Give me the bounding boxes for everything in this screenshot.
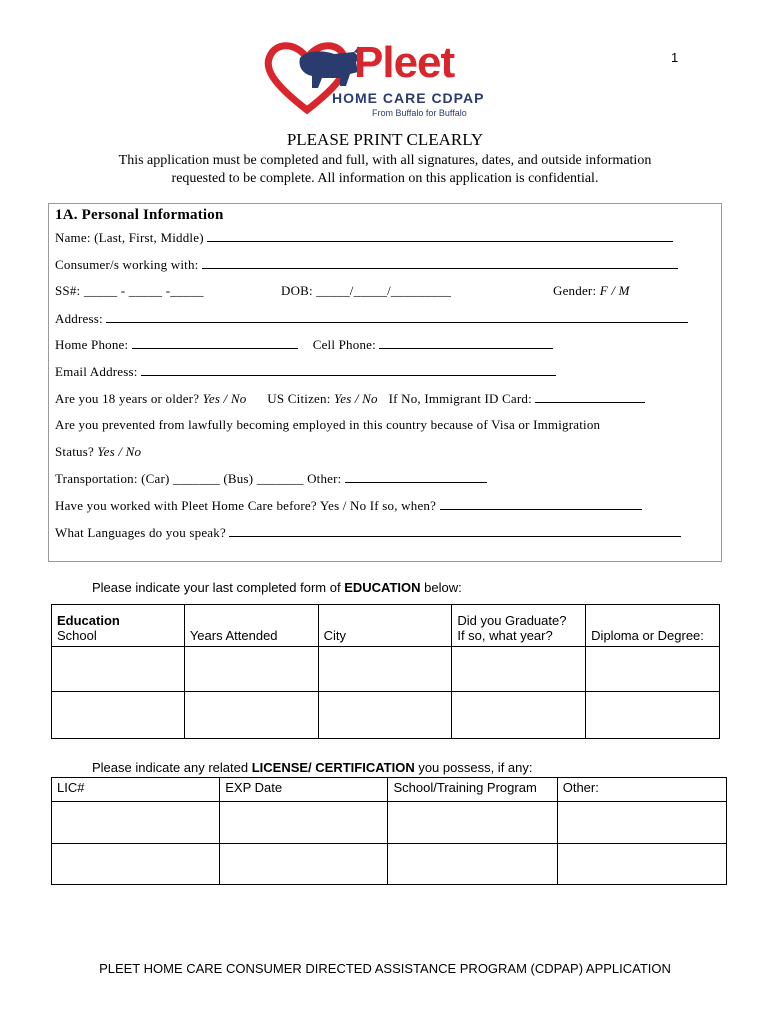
address-row bbox=[55, 310, 688, 327]
education-col-years: Years Attended bbox=[184, 605, 318, 647]
intro-line-2: requested to be complete. All information on this application is confidential. bbox=[171, 171, 599, 186]
education-col-diploma: Diploma or Degree: bbox=[586, 605, 720, 647]
education-header-row bbox=[52, 605, 720, 647]
page-title: PLEASE PRINT CLEARLY bbox=[286, 130, 484, 149]
address-field[interactable] bbox=[106, 310, 688, 323]
dob-field[interactable]: DOB: _____/_____/_________ bbox=[281, 283, 452, 298]
table-cell[interactable] bbox=[220, 844, 388, 885]
name-label: Name: (Last, First, Middle) bbox=[55, 230, 204, 245]
age-citizen-row bbox=[55, 390, 645, 407]
education-intro-prefix: Please indicate your last completed form of bbox=[92, 580, 345, 595]
page-number: 1 bbox=[671, 50, 679, 65]
address-label: Address: bbox=[55, 311, 103, 326]
table-cell[interactable] bbox=[557, 844, 726, 885]
table-cell[interactable] bbox=[318, 692, 452, 739]
table-cell[interactable] bbox=[52, 692, 185, 739]
gender-row bbox=[553, 283, 630, 299]
cell-phone-field[interactable] bbox=[379, 336, 553, 349]
table-cell[interactable] bbox=[388, 802, 557, 844]
consumer-field[interactable] bbox=[202, 256, 678, 269]
transport-car[interactable]: Transportation: (Car) _______ bbox=[55, 471, 220, 486]
status-row bbox=[55, 444, 141, 460]
transportation-row bbox=[55, 470, 487, 487]
table-row bbox=[52, 692, 720, 739]
license-table bbox=[51, 777, 727, 885]
worked-before-row bbox=[55, 497, 642, 514]
consumer-label: Consumer/s working with: bbox=[55, 257, 199, 272]
worked-before-field[interactable] bbox=[440, 497, 642, 510]
personal-information-box bbox=[48, 203, 722, 562]
table-cell[interactable] bbox=[52, 802, 220, 844]
education-intro-bold: EDUCATION bbox=[344, 580, 421, 595]
cell-phone-label: Cell Phone: bbox=[312, 337, 376, 352]
table-cell[interactable] bbox=[52, 647, 185, 692]
license-col-school: School/Training Program bbox=[388, 778, 557, 802]
table-cell[interactable] bbox=[586, 692, 720, 739]
table-cell[interactable] bbox=[452, 647, 586, 692]
license-intro-bold: LICENSE/ CERTIFICATION bbox=[251, 760, 415, 775]
home-phone-label: Home Phone: bbox=[55, 337, 129, 352]
name-field[interactable] bbox=[207, 229, 673, 242]
table-cell[interactable] bbox=[220, 802, 388, 844]
page-footer: PLEET HOME CARE CONSUMER DIRECTED ASSISTANCE PROGRAM (CDPAP) APPLICATION bbox=[99, 961, 671, 976]
table-cell[interactable] bbox=[184, 647, 318, 692]
table-row bbox=[52, 844, 727, 885]
table-cell[interactable] bbox=[52, 844, 220, 885]
table-cell[interactable] bbox=[318, 647, 452, 692]
license-intro-suffix: you possess, if any: bbox=[414, 760, 533, 775]
home-phone-field[interactable] bbox=[132, 336, 298, 349]
age-options[interactable]: Yes / No bbox=[202, 391, 247, 406]
education-table bbox=[51, 604, 720, 739]
table-cell[interactable] bbox=[557, 802, 726, 844]
section-title: 1A. Personal Information bbox=[55, 207, 224, 223]
citizen-label: US Citizen: bbox=[267, 391, 331, 406]
table-cell[interactable] bbox=[388, 844, 557, 885]
status-options[interactable]: Yes / No bbox=[97, 444, 142, 459]
license-header-row bbox=[52, 778, 727, 802]
age-question: Are you 18 years or older? bbox=[55, 391, 200, 406]
education-header-bold: Education bbox=[57, 613, 120, 628]
email-label: Email Address: bbox=[55, 364, 138, 379]
table-cell[interactable] bbox=[586, 647, 720, 692]
license-intro-prefix: Please indicate any related bbox=[92, 760, 252, 775]
education-col-graduate-line1: Did you Graduate? bbox=[457, 613, 567, 628]
education-col-graduate-line2: If so, what year? bbox=[457, 628, 553, 643]
license-col-other: Other: bbox=[557, 778, 726, 802]
languages-field[interactable] bbox=[229, 524, 681, 537]
transport-other-label: Other: bbox=[307, 471, 342, 486]
logo-wordmark: Pleet bbox=[354, 38, 455, 87]
worked-before-question: Have you worked with Pleet Home Care before? Yes / No If so, when? bbox=[55, 498, 437, 513]
education-col-school bbox=[52, 605, 185, 647]
license-intro bbox=[92, 760, 532, 775]
gender-label: Gender: bbox=[553, 283, 597, 298]
table-row bbox=[52, 802, 727, 844]
pleet-logo bbox=[262, 38, 485, 124]
license-col-exp: EXP Date bbox=[220, 778, 388, 802]
table-cell[interactable] bbox=[184, 692, 318, 739]
logo-tagline: From Buffalo for Buffalo bbox=[372, 108, 467, 118]
email-field[interactable] bbox=[141, 363, 556, 376]
education-intro-suffix: below: bbox=[420, 580, 462, 595]
prevented-question: Are you prevented from lawfully becoming employed in this country because of Visa or Immigration bbox=[55, 417, 601, 432]
logo-subtitle: HOME CARE CDPAP bbox=[332, 90, 485, 106]
gender-options[interactable]: F / M bbox=[599, 283, 630, 298]
table-cell[interactable] bbox=[452, 692, 586, 739]
immigrant-id-field[interactable] bbox=[535, 390, 645, 403]
education-col-graduate bbox=[452, 605, 586, 647]
email-row bbox=[55, 363, 556, 380]
education-intro bbox=[92, 580, 462, 595]
languages-label: What Languages do you speak? bbox=[55, 525, 226, 540]
languages-row bbox=[55, 524, 681, 541]
consumer-row bbox=[55, 256, 678, 273]
transport-bus[interactable]: (Bus) _______ bbox=[223, 471, 304, 486]
table-row bbox=[52, 647, 720, 692]
phone-row bbox=[55, 336, 553, 353]
immigrant-label: If No, Immigrant ID Card: bbox=[388, 391, 532, 406]
status-label: Status? bbox=[55, 444, 94, 459]
transport-other-field[interactable] bbox=[345, 470, 487, 483]
citizen-options[interactable]: Yes / No bbox=[333, 391, 378, 406]
license-col-lic: LIC# bbox=[52, 778, 220, 802]
intro-line-1: This application must be completed and full, with all signatures, dates, and outside information bbox=[118, 153, 652, 168]
education-col-city: City bbox=[318, 605, 452, 647]
intro-text bbox=[60, 152, 710, 188]
education-col-school-label: School bbox=[57, 628, 97, 643]
ssn-field[interactable]: SS#: _____ - _____ -_____ bbox=[55, 283, 204, 298]
name-row bbox=[55, 229, 673, 246]
